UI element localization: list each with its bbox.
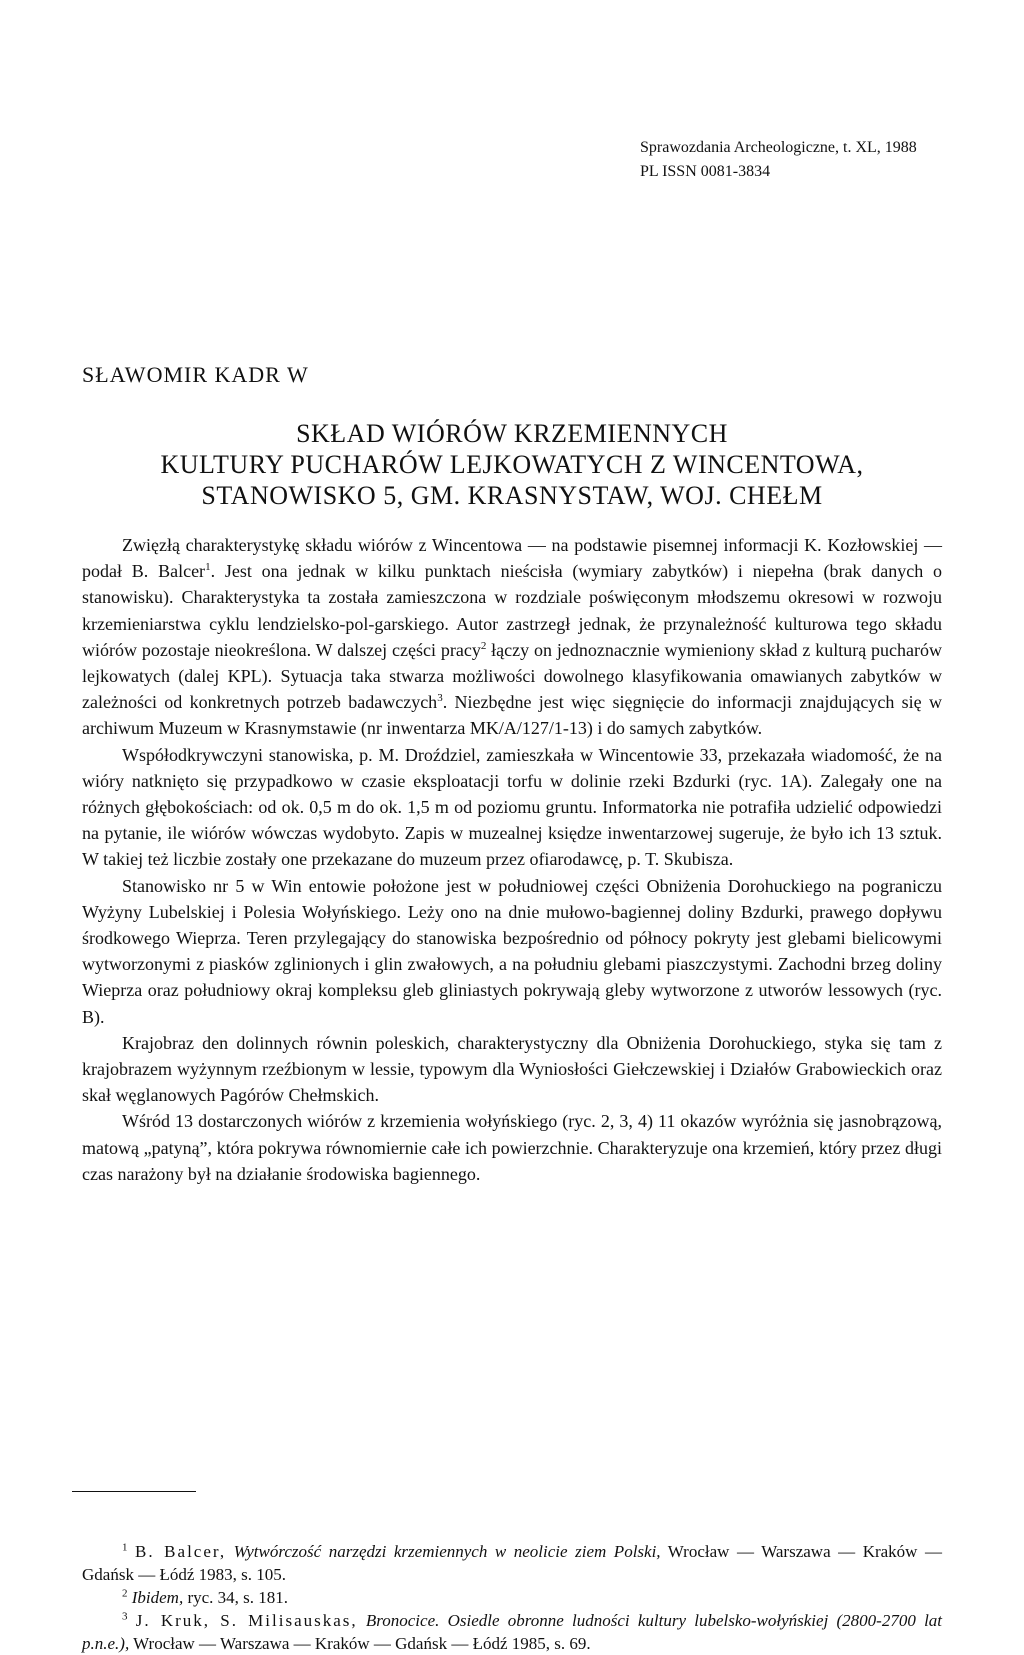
footnote-3	[82, 1609, 942, 1655]
footnote-3-author: J. Kruk, S. Milisauskas,	[135, 1611, 358, 1630]
journal-issn: PL ISSN 0081-3834	[640, 163, 771, 180]
paragraph-1-part-c: łączy on jednoznacznie wymieniony skład z kulturą pucharów lejkowatych (dalej KPL). Sytuacja taka stwarza możliwości dowolnego klasyfikowania omawianych zabytków w zależności od konkretnych potrzeb badawczych	[82, 639, 943, 713]
footnote-1-author: B. Balcer,	[135, 1542, 227, 1561]
footnote-ref-3: 3	[437, 692, 443, 705]
paragraph-1-part-b: . Jest ona jednak w kilku punktach nieścisła (wymiary zabytków) i niepełna (brak danych o stanowisku). Charakterystyka ta została zamieszczona w rozdziale poświęconym młodszemu okresowi w rozwoju krzemieniarstwa cyklu lendzielsko-pol-garskiego. Autor zastrzegł jednak, że przynależność kulturowa tego składu wiórów pozostaje nieokreślona. W dalszej części pracy	[82, 561, 942, 660]
footnotes	[82, 1540, 942, 1655]
footnote-1-rest: Wrocław — Warszawa — Kraków — Gdańsk — Łódź 1983, s. 105.	[82, 1542, 943, 1584]
title-line-1: SKŁAD WIÓRÓW KRZEMIENNYCH	[296, 419, 728, 448]
paragraph-2: Współodkrywczyni stanowiska, p. M. Droździel, zamieszkała w Wincentowie 33, przekazała wiadomość, że na wióry natknięto się przypadkowo w czasie eksploatacji torfu w dolinie rzeki Bzdurki (ryc. 1A). Zalegały one na różnych głębokościach: od ok. 0,5 m do ok. 1,5 m od poziomu gruntu. Informatorka nie potrafiła udzielić odpowiedzi na pytanie, ile wiórów wówczas wydobyto. Zapis w muzealnej księdze inwentarzowej sugeruje, że było ich 13 sztuk. W takiej też liczbie zostały one przekazane do muzeum przez ofiarodawcę, p. T. Skubisza.	[82, 744, 942, 870]
footnote-2	[82, 1586, 942, 1609]
article-body	[82, 532, 942, 1187]
footnote-ref-2: 2	[480, 639, 487, 652]
paragraph-1-part-a: Zwięzłą charakterystykę składu wiórów z Wincentowa — na podstawie pisemnej informacji K. Kozłowskiej — podał B. Balcer	[82, 535, 942, 582]
journal-citation: Sprawozdania Archeologiczne, t. XL, 1988	[640, 139, 917, 156]
footnote-2-number: 2	[122, 1587, 128, 1600]
paragraph-3: Stanowisko nr 5 w Win entowie położone jest w południowej części Obniżenia Dorohuckiego na pograniczu Wyżyny Lubelskiej i Polesia Wołyńskiego. Leży ono na dnie mułowo-bagiennej doliny Bzdurki, prawego dopływu środkowego Wieprza. Teren przylegający do stanowiska bezpośrednio od północy pokryty jest glebami bielicowymi wytworzonymi z piasków zglinionych i glin zwałowych, a na południu glebami piaszczystymi. Zachodni brzeg doliny Wieprza oraz południowy okraj kompleksu gleb gliniastych pokrywają gleby wytworzone z utworów lessowych (ryc. B).	[82, 875, 942, 1027]
footnote-divider	[72, 1491, 196, 1492]
author-name: SŁAWOMIR KADR W	[82, 362, 309, 387]
footnote-3-number: 3	[122, 1610, 128, 1623]
title-line-2: KULTURY PUCHARÓW LEJKOWATYCH Z WINCENTOWA,	[160, 450, 864, 479]
footnote-3-rest: Wrocław — Warszawa — Kraków — Gdańsk — Łódź 1985, s. 69.	[129, 1634, 591, 1653]
paragraph-1	[82, 532, 942, 742]
title-line-3: STANOWISKO 5, GM. KRASNYSTAW, WOJ. CHEŁM	[201, 481, 823, 510]
footnote-2-title: Ibidem,	[131, 1588, 184, 1607]
footnote-1-title: Wytwórczość narzędzi krzemiennych w neolicie ziem Polski,	[233, 1542, 661, 1561]
paragraph-4: Krajobraz den dolinnych równin poleskich, charakterystyczny dla Obniżenia Dorohuckiego, styka się tam z krajobrazem wyżynnym rzeźbionym w lessie, typowym dla Wyniosłości Giełczewskiej i Działów Grabowieckich oraz skał węglanowych Pagórów Chełmskich.	[82, 1032, 942, 1106]
footnote-3-title: Bronocice. Osiedle obronne ludności kultury lubelsko-wołyńskiej (2800-2700 lat p.n.e.),	[82, 1611, 943, 1653]
footnote-ref-1: 1	[205, 561, 211, 574]
paragraph-5: Wśród 13 dostarczonych wiórów z krzemienia wołyńskiego (ryc. 2, 3, 4) 11 okazów wyróżnia się jasnobrązową, matową „patyną”, która pokrywa równomiernie całe ich powierzchnie. Charakteryzuje ona krzemień, który przez długi czas narażony był na działanie środowiska bagiennego.	[82, 1111, 942, 1184]
article-title	[82, 418, 942, 511]
footnote-2-rest: ryc. 34, s. 181.	[183, 1588, 289, 1607]
footnote-1	[82, 1540, 942, 1586]
paragraph-1-part-d: . Niezbędne jest więc sięgnięcie do informacji znajdujących się w archiwum Muzeum w Krasnymstawie (nr inwentarza MK/A/127/1-13) i do samych zabytków.	[82, 692, 942, 739]
footnote-1-number: 1	[122, 1541, 128, 1554]
journal-header	[640, 136, 917, 184]
